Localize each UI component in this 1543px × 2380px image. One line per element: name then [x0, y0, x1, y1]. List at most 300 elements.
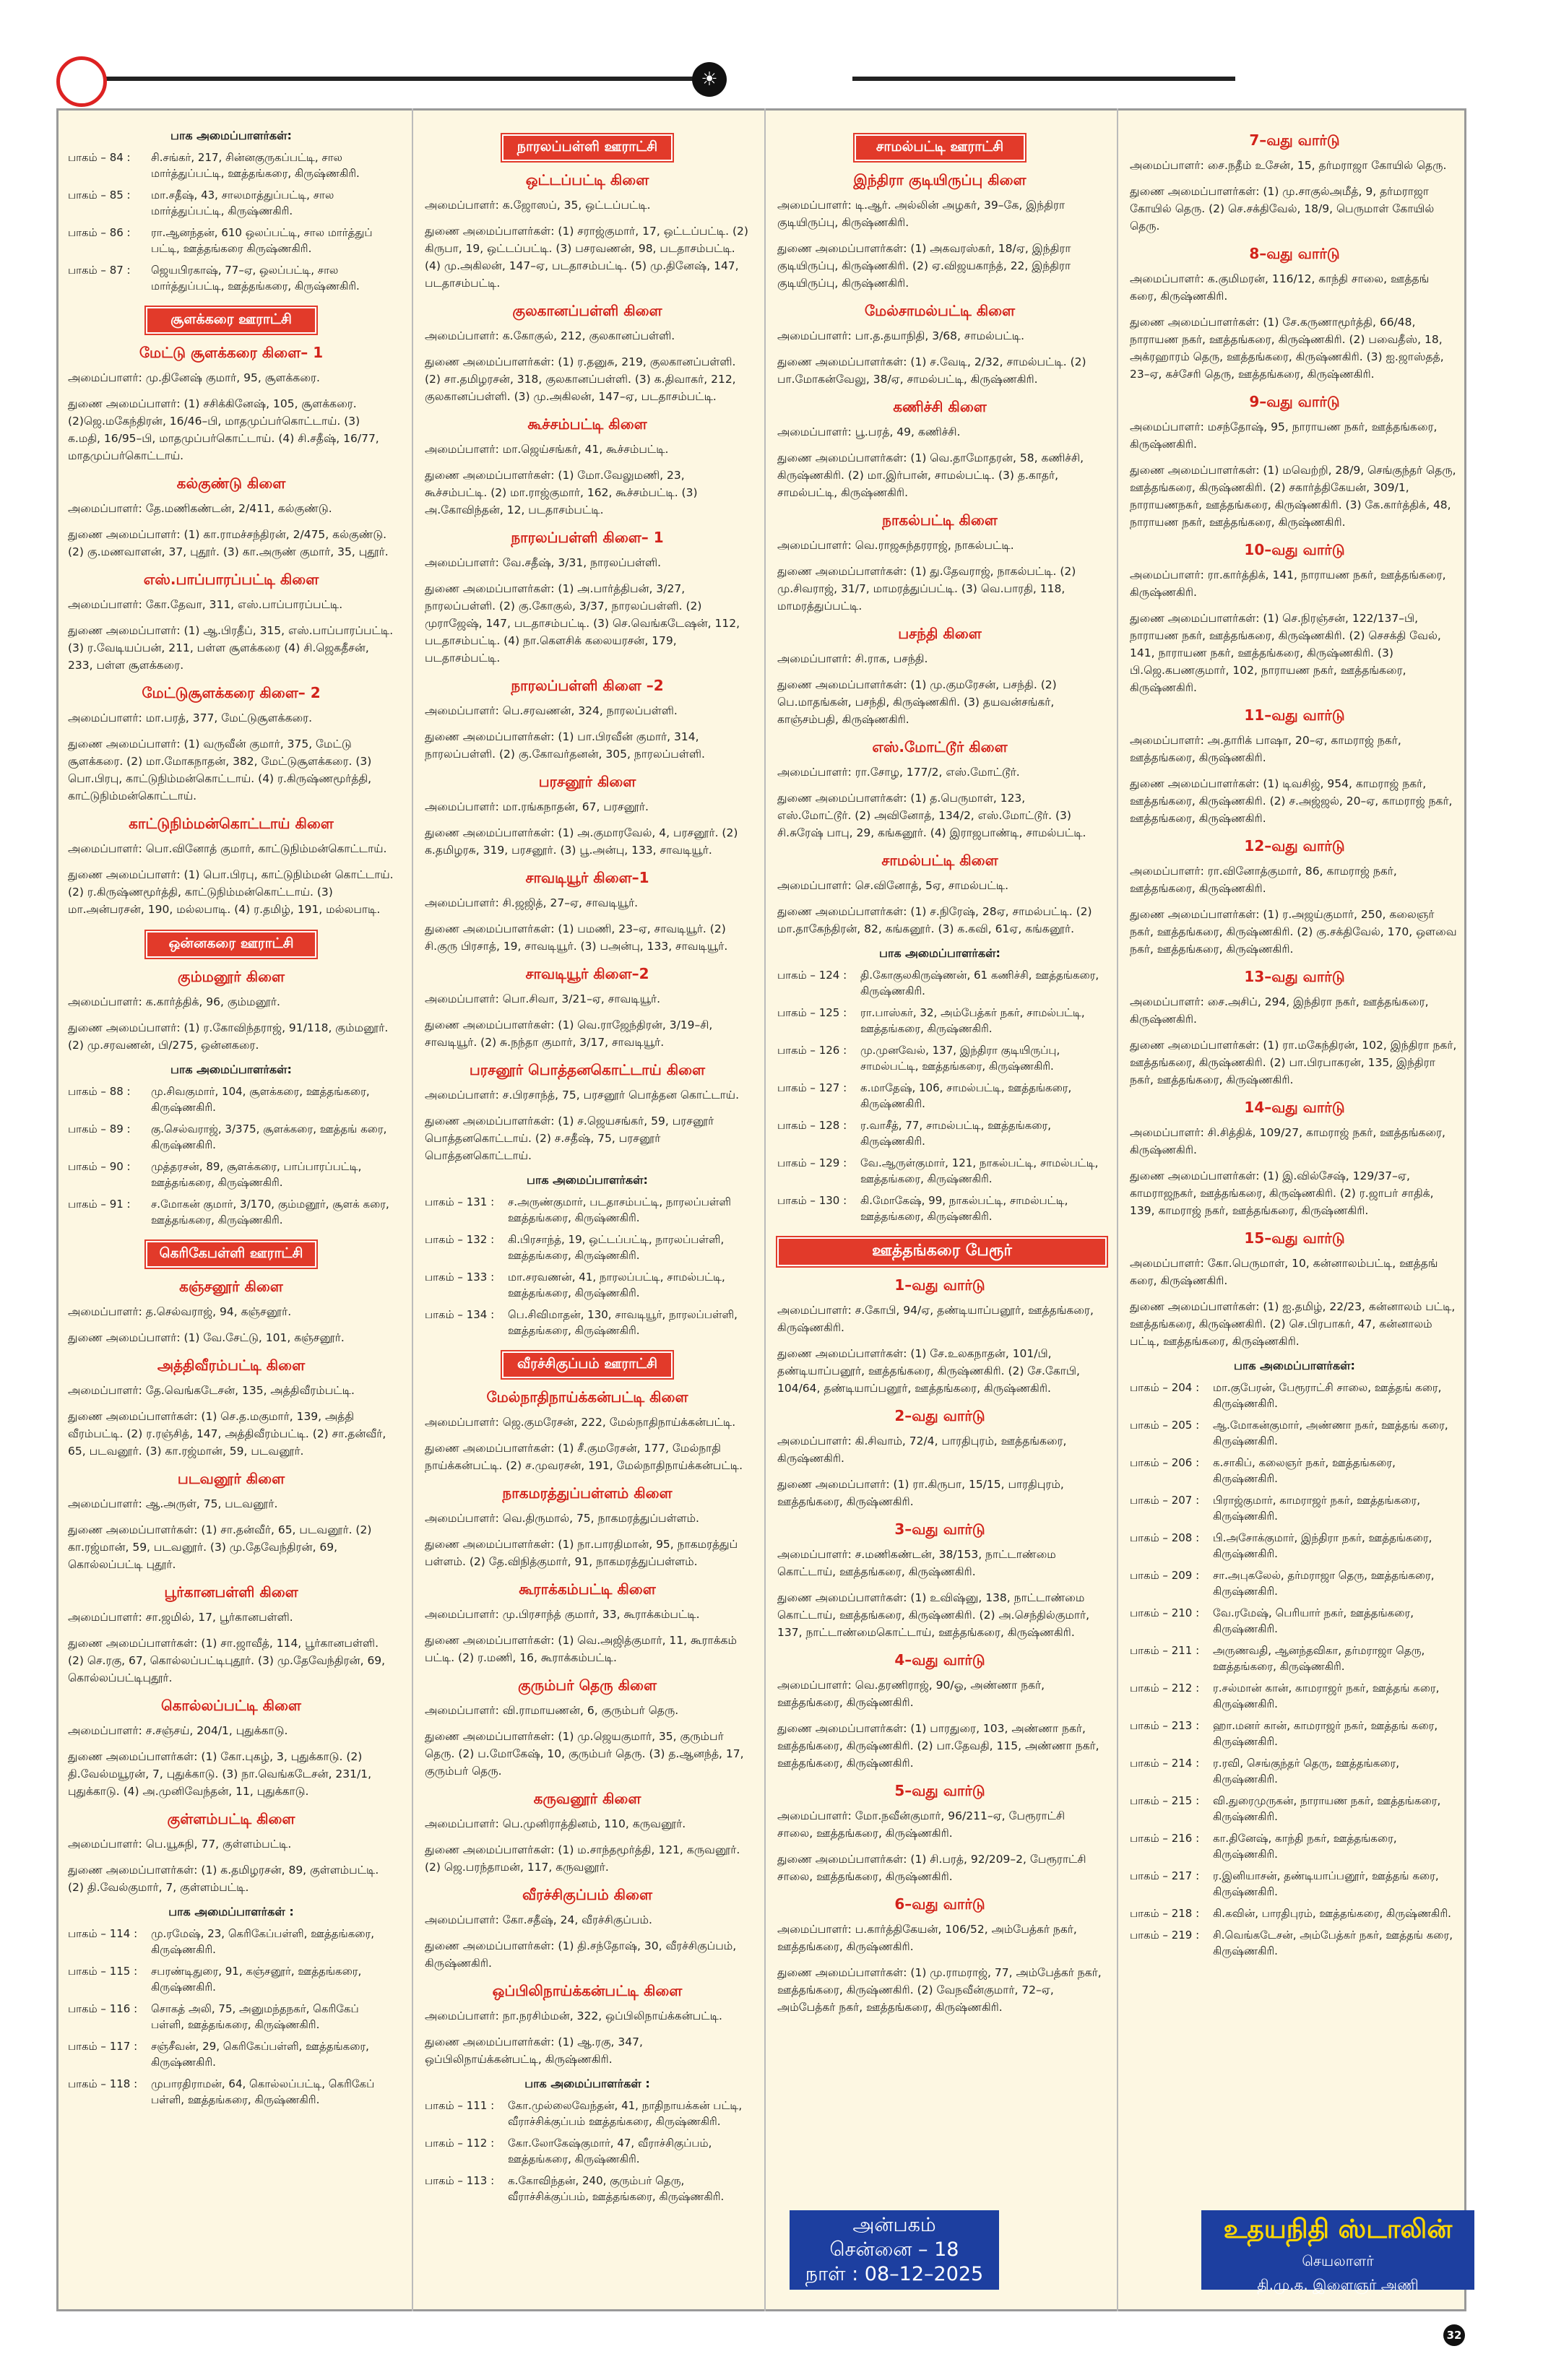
branch-title: ஒட்டப்பட்டி கிளை	[525, 171, 649, 189]
bagam-number: பாகம் – 113 :	[425, 2174, 495, 2187]
bagam-row	[68, 2076, 394, 2108]
bagam-organizer: கி.பிரசாந்த், 19, ஒட்டப்பட்டி, நாரலப்பள்ளி, ஊத்தங்கரை, கிருஷ்ணகிரி.	[508, 1233, 725, 1262]
bagam-number: பாகம் – 84 :	[68, 151, 131, 164]
deputy-organizers: துணை அமைப்பாளர்கள்: (1) சே.கருணாமூர்த்தி, 66/48, நாராயண நகர், ஊத்தங்கரை, கிருஷ்ணகிரி. (2) பவைதீஸ், 18, அக்ரஹாரம் தெரு, ஊத்தங்கரை, கிருஷ்ணகிரி. (3) ஐ.ஜாஸ்தத், 23–ஏ, கச்சேரி தெரு, ஊத்தங்கரை, கிருஷ்ணகிரி.	[1130, 316, 1444, 381]
organizer: அமைப்பாளர்: ஜெ.குமரேசன், 222, மேல்நாதிநாய்க்கன்பட்டி.	[425, 1416, 736, 1429]
bagam-number: பாகம் – 126 :	[777, 1044, 847, 1057]
organizer: அமைப்பாளர்: மா.பரத், 377, மேட்டுசூளக்கரை.	[68, 711, 313, 724]
deputy-organizers: துணை அமைப்பாளர்: (1) ஆ.பிரதீப், 315, எஸ்.பாப்பாரப்பட்டி. (3) ர.வேடியப்பன், 211, பள்ள சூளக்கரை (4) சி.ஜெகதீசன், 233, பள்ள சூளக்கரை.	[68, 624, 394, 672]
deputy-organizers: துணை அமைப்பாளர்கள்: (1) வெ.ராஜேந்திரன், 3/19–சி, சாவடியூர். (2) சு.நந்தா குமார், 3/17, சாவடியூர்.	[425, 1018, 713, 1049]
page-header	[0, 0, 1543, 108]
bagam-number: பாகம் – 205 :	[1130, 1419, 1200, 1432]
bagam-number: பாகம் – 127 :	[777, 1081, 847, 1094]
branch-title: வீரச்சிகுப்பம் கிளை	[522, 1886, 653, 1903]
bagam-row	[777, 1117, 1102, 1149]
deputy-organizers: துணை அமைப்பாளர்கள்: (1) ர.தனுசு, 219, குலகானப்பள்ளி. (2) சா.தமிழரசன், 318, குலகானப்பள்ளி. (3) க.திவாகர், 212, குலகானப்பள்ளி. (3) மு.அகிலன், 147–ஏ, படதாசம்பட்டி.	[425, 355, 736, 403]
deputy-organizers: துணை அமைப்பாளர்கள்: (1) ர.அஜய்குமார், 250, கலைஞர் நகர், ஊத்தங்கரை, கிருஷ்ணகிரி. (2) கு.சக்திவேல், 170, ஒளவை நகர், ஊத்தங்கரை, கிருஷ்ணகிரி.	[1130, 908, 1457, 956]
bagam-organizer: மு.சிவகுமார், 104, சூளக்கரை, ஊத்தங்கரை, கிருஷ்ணகிரி.	[151, 1085, 370, 1114]
bagam-organizer: வே.ரமேஷ், பெரியார் நகர், ஊத்தங்கரை, கிருஷ்ணகிரி.	[1213, 1606, 1414, 1635]
branch-title: குலகானப்பள்ளி கிளை	[512, 302, 662, 319]
bagam-row	[1130, 1643, 1459, 1674]
bagam-row	[425, 1269, 750, 1301]
bagam-organizer: கி.கவின், பாரதிபுரம், ஊத்தங்கரை, கிருஷ்ணகிரி.	[1213, 1907, 1451, 1920]
bagam-number: பாகம் – 214 :	[1130, 1757, 1200, 1770]
bagam-number: பாகம் – 86 :	[68, 226, 131, 239]
organizer: அமைப்பாளர்: மு.தினேஷ் குமார், 95, சூளக்கரை.	[68, 371, 320, 384]
bagam-organizer: கா.தினேஷ், காந்தி நகர், ஊத்தங்கரை, கிருஷ்ணகிரி.	[1213, 1832, 1397, 1861]
panchayat-banner: நாரலப்பள்ளி ஊராட்சி	[502, 134, 673, 161]
bagam-row	[1130, 1605, 1459, 1637]
deputy-organizers: துணை அமைப்பாளர்கள்: (1) டிவசிஜ், 954, காமராஜ் நகர், ஊத்தங்கரை, கிருஷ்ணகிரி. (2) ச.அஜ்ஜல், 20–ஏ, காமராஜ் நகர், ஊத்தங்கரை, கிருஷ்ணகிரி.	[1130, 777, 1453, 825]
ward-title: 14–வது வார்டு	[1244, 1099, 1345, 1116]
deputy-organizers: துணை அமைப்பாளர்கள்: (1) சீ.குமரேசன், 177, மேல்நாதி நாய்க்கன்பட்டி. (2) ச.முவரசன், 191, மேல்நாதிநாய்க்கன்பட்டி.	[425, 1442, 743, 1472]
organizer: அமைப்பாளர்: தே.வெங்கடேசன், 135, அத்திவீரம்பட்டி.	[68, 1384, 355, 1397]
branch-title: சாவடியூர் கிளை–1	[525, 869, 649, 886]
bagam-organizer: முத்தரசன், 89, சூளக்கரை, பாப்பாரப்பட்டி, ஊத்தங்கரை, கிருஷ்ணகிரி.	[151, 1160, 362, 1189]
organizer: அமைப்பாளர்: மா.ரங்கநாதன், 67, பரசனூர்.	[425, 800, 649, 813]
bagam-row	[68, 225, 394, 256]
bagam-organizer: ரா.ஆனந்தன், 610 ஒலப்பட்டி, சால மார்த்துப் பட்டி, ஊத்தங்கரை கிருஷ்ணகிரி.	[151, 226, 373, 255]
organizer: அமைப்பாளர்: க.ஜோஸப், 35, ஒட்டப்பட்டி.	[425, 199, 651, 212]
bagam-number: பாகம் – 115 :	[68, 1965, 138, 1978]
bagam-organizer: க.சாகிப், கலைஞர் நகர், ஊத்தங்கரை, கிருஷ்ணகிரி.	[1213, 1456, 1396, 1485]
bagam-number: பாகம் – 218 :	[1130, 1907, 1200, 1920]
bagam-row	[68, 1083, 394, 1115]
bagam-list	[68, 1083, 394, 1228]
organizer: அமைப்பாளர்: க.குமிமரன், 116/12, காந்தி சாலை, ஊத்தங் கரை, கிருஷ்ணகிரி.	[1130, 272, 1430, 303]
organizer: அமைப்பாளர்: ரா.வினோத்குமார், 86, காமராஜ் நகர், ஊத்தங்கரை, கிருஷ்ணகிரி.	[1130, 865, 1397, 895]
branch-title: நாகல்பட்டி கிளை	[882, 511, 998, 529]
signature-footer	[782, 2210, 1476, 2293]
bagam-organizer: ஹா.மனர் கான், காமராஜர் நகர், ஊத்தங் கரை, கிருஷ்ணகிரி.	[1213, 1719, 1438, 1748]
branch-title: எஸ்.பாப்பாரப்பட்டி கிளை	[143, 571, 319, 588]
deputy-organizers: துணை அமைப்பாளர்கள்: (1) செ.த.மகுமார், 139, அத்தி வீரம்பட்டி. (2) ர.ரஞ்சித், 147, அத்திவீரம்பட்டி. (2) சா.தன்வீர், 65, படவனூர். (3) கா.ரஜ்மான், 59, படவனூர்.	[68, 1410, 386, 1458]
deputy-organizers: துணை அமைப்பாளர்கள்: (1) நா.பாரதிமான், 95, நாகமரத்துப் பள்ளம். (2) தே.விநித்குமார், 91, நாகமரத்துப்பள்ளம்.	[425, 1538, 738, 1568]
section-heading: பாக அமைப்பாளர்கள்:	[879, 946, 1000, 960]
bagam-row	[1130, 1455, 1459, 1487]
bagam-row	[1130, 1680, 1459, 1712]
bagam-organizer: மா.குபேரன், பேரூராட்சி சாலை, ஊத்தங் கரை, கிருஷ்ணகிரி.	[1213, 1381, 1442, 1410]
bagam-row	[777, 1042, 1102, 1074]
bagam-organizer: ச.மோகன் குமார், 3/170, கும்மனூர், சூளக் கரை, ஊத்தங்கரை, கிருஷ்ணகிரி.	[151, 1198, 389, 1226]
town-banner: ஊத்தங்கரை பேரூர்	[777, 1237, 1107, 1266]
section-heading: பாக அமைப்பாளர்கள்:	[527, 1173, 648, 1187]
branch-title: குள்ளம்பட்டி கிளை	[167, 1810, 295, 1827]
section-heading: பாக அமைப்பாளர்கள் :	[168, 1905, 294, 1918]
deputy-organizers: துணை அமைப்பாளர்கள்: (1) ம.சாந்தமூர்த்தி, 121, கருவனூர். (2) ஜெ.பரந்தாமன், 117, கருவனூர்.	[425, 1843, 740, 1874]
bagam-row	[425, 1232, 750, 1263]
column-1	[56, 108, 402, 2311]
bagam-number: பாகம் – 207 :	[1130, 1494, 1200, 1507]
deputy-organizers: துணை அமைப்பாளர்கள்: (1) க.தமிழரசன், 89, குள்ளம்பட்டி. (2) தி.வேல்குமார், 7, குள்ளம்பட்டி.	[68, 1864, 379, 1894]
section-heading: பாக அமைப்பாளர்கள்:	[170, 129, 292, 142]
bagam-number: பாகம் – 117 :	[68, 2040, 138, 2053]
branch-title: சாமல்பட்டி கிளை	[881, 852, 998, 869]
bagam-row	[777, 1193, 1102, 1224]
signatory-box	[1201, 2210, 1474, 2293]
bagam-row	[68, 1121, 394, 1153]
party-logo-icon: ☀	[692, 62, 727, 97]
branch-title: கூராக்கம்பட்டி கிளை	[519, 1580, 656, 1598]
panchayat-banner: கெரிகேபள்ளி ஊராட்சி	[146, 1241, 316, 1268]
bagam-row	[68, 1963, 394, 1995]
deputy-organizers: துணை அமைப்பாளர்கள்: (1) உவிஷ்னு, 138, நாட்டாண்மை கொட்டாய், ஊத்தங்கரை, கிருஷ்ணகிரி. (2) அ.செந்தில்குமார், 137, நாட்டாண்மைகொட்டாய், ஊத்தங்கரை, கிருஷ்ணகிரி.	[777, 1591, 1090, 1639]
bagam-number: பாகம் – 114 :	[68, 1927, 138, 1940]
panchayat-banner: வீரச்சிகுப்பம் ஊராட்சி	[502, 1351, 673, 1378]
bagam-number: பாகம் – 91 :	[68, 1198, 131, 1211]
bagam-row	[68, 1196, 394, 1228]
column-3	[764, 108, 1110, 2311]
bagam-number: பாகம் – 129 :	[777, 1156, 847, 1169]
branch-title: மேட்டு சூளக்கரை கிளை– 1	[139, 344, 324, 361]
branch-title: கணிச்சி கிளை	[893, 398, 987, 415]
branch-title: மேல்சாமல்பட்டி கிளை	[864, 302, 1016, 319]
bagam-organizer: மா.சதீஷ், 43, சாலமாத்துப்பட்டி, சால மார்த்துப்பட்டி, கிருஷ்ணகிரி.	[151, 189, 334, 217]
bagam-number: பாகம் – 90 :	[68, 1160, 131, 1173]
organizer: அமைப்பாளர்: பா.த.தயாநிதி, 3/68, சாமல்பட்டி.	[777, 329, 1025, 342]
bagam-number: பாகம் – 118 :	[68, 2077, 138, 2090]
organizer: அமைப்பாளர்: சி.ஜஜித், 27–ஏ, சாவடியூர்.	[425, 896, 639, 909]
ward-title: 7–வது வார்டு	[1249, 131, 1340, 149]
branch-title: கும்மனூர் கிளை	[177, 968, 285, 985]
ward-title: 11–வது வார்டு	[1244, 706, 1345, 724]
branch-title: கஞ்சனூர் கிளை	[179, 1278, 283, 1295]
organizer: அமைப்பாளர்: ஆ.அருள், 75, படவனூர்.	[68, 1497, 278, 1510]
organizer: அமைப்பாளர்: மு.பிரசாந்த் குமார், 33, கூராக்கம்பட்டி.	[425, 1608, 700, 1621]
bagam-organizer: ஜெயபிரகாஷ், 77–ஏ, ஒலப்பட்டி, சால மார்த்துப்பட்டி, ஊத்தங்கரை, கிருஷ்ணகிரி.	[151, 264, 360, 293]
bagam-organizer: சொகத் அலி, 75, அனுமந்தநகர், கெரிகேப் பள்ளி, ஊத்தங்கரை, கிருஷ்ணகிரி.	[151, 2002, 359, 2031]
ward-title: 15–வது வார்டு	[1244, 1229, 1345, 1247]
bagam-number: பாகம் – 124 :	[777, 969, 847, 982]
organizer: அமைப்பாளர்: க.கார்த்திக், 96, கும்மனூர்.	[68, 995, 280, 1008]
office-city: சென்னை – 18	[829, 2238, 959, 2261]
deputy-organizers: துணை அமைப்பாளர்: (1) சசிக்கினேஷ், 105, சூளக்கரை. (2)ஜெ.மகேந்திரன், 16/46–பி, மாதமுப்பர்கொட்டாய். (3) க.மதி, 16/95–பி, மாதமுப்பர்கொட்டாய். (4) சி.சதீஷ், 16/77, மாதமுப்பர்கொட்டாய்.	[68, 397, 379, 462]
bagam-row	[777, 1005, 1102, 1037]
deputy-organizers: துணை அமைப்பாளர்கள்: (1) இ.வில்சேஷ், 129/37–ஏ, காமராஜநகர், ஊத்தங்கரை, கிருஷ்ணகிரி. (2) ர.ஜாபர் சாதிக், 139, காமராஜ் நகர், ஊத்தங்கரை, கிருஷ்ணகிரி.	[1130, 1169, 1434, 1217]
bagam-organizer: மு.முனவேல், 137, இந்திரா குடியிருப்பு, சாமல்பட்டி, ஊத்தங்கரை, கிருஷ்ணகிரி.	[860, 1044, 1060, 1073]
bagam-organizer: சஞ்சீவன், 29, கெரிகேப்பள்ளி, ஊத்தங்கரை, கிருஷ்ணகிரி.	[151, 2040, 369, 2069]
bagam-row	[1130, 1868, 1459, 1900]
ward-title: 1–வது வார்டு	[894, 1276, 985, 1294]
bagam-list	[1130, 1380, 1459, 1959]
deputy-organizers: துணை அமைப்பாளர்கள்: (1) சராஜ்குமார், 17, ஒட்டப்பட்டி. (2) கிருபா, 19, ஒட்டப்பட்டி. (3) பசரவணன், 98, படதாசம்பட்டி. (4) மு.அகிலன், 147–ஏ, படதாசம்பட்டி. (5) மு.தினேஷ், 147, படதாசம்பட்டி.	[425, 225, 748, 290]
bagam-number: பாகம் – 131 :	[425, 1195, 495, 1208]
bagam-number: பாகம் – 132 :	[425, 1233, 495, 1246]
organizer: அமைப்பாளர்: த.செல்வராஜ், 94, கஞ்சனூர்.	[68, 1305, 292, 1318]
organizer: அமைப்பாளர்: க.கோகுல், 212, குலகானப்பள்ளி.	[425, 329, 675, 342]
bagam-number: பாகம் – 128 :	[777, 1119, 847, 1132]
deputy-organizers: துணை அமைப்பாளர்கள்: (1) பா.பிரவீன் குமார், 314, நாரலப்பள்ளி. (2) கு.கோவர்தனன், 305, நாரலப்பள்ளி.	[425, 730, 705, 761]
deputy-organizers: துணை அமைப்பாளர்கள்: (1) சி.பரத், 92/209–2, பேரூராட்சி சாலை, ஊத்தங்கரை, கிருஷ்ணகிரி.	[777, 1853, 1086, 1883]
bagam-row	[1130, 1567, 1459, 1599]
organizer: அமைப்பாளர்: வெ.ராஜசுந்தரராஜ், நாகல்பட்டி.	[777, 539, 1014, 552]
bagam-number: பாகம் – 213 :	[1130, 1719, 1200, 1732]
branch-title: பரசனூர் பொத்தனகொட்டாய் கிளை	[469, 1061, 706, 1078]
organizer: அமைப்பாளர்: பொ.சிவா, 3/21–ஏ, சாவடியூர்.	[425, 992, 661, 1005]
deputy-organizers: துணை அமைப்பாளர்கள்: (1) அ.பார்த்திபன், 3/27, நாரலப்பள்ளி. (2) கு.கோகுல், 3/37, நாரலப்பள்ளி. (2) முராஜேஷ், 147, படதாசம்பட்டி. (3) செ.வெங்கடேஷன், 112, படதாசம்பட்டி. (4) நா.கௌசிக் கலையரசன், 179, படதாசம்பட்டி.	[425, 582, 740, 665]
branch-title: கல்குண்டு கிளை	[176, 475, 286, 492]
deputy-organizers: துணை அமைப்பாளர்கள்: (1) மோ.வேலுமணி, 23, கூச்சம்பட்டி. (2) மா.ராஜ்குமார், 162, கூச்சம்பட்டி. (3) அ.கோவிந்தன், 12, படதாசம்பட்டி.	[425, 469, 698, 516]
panchayat-banner: சூளக்கரை ஊராட்சி	[146, 307, 316, 334]
bagam-row	[1130, 1755, 1459, 1787]
organizer: அமைப்பாளர்: பெ.சரவணன், 324, நாரலப்பள்ளி.	[425, 704, 678, 717]
organizer: அமைப்பாளர்: மசந்தோஷ், 95, நாராயண நகர், ஊத்தங்கரை, கிருஷ்ணகிரி.	[1130, 420, 1438, 451]
organizer: அமைப்பாளர்: கோ.தேவா, 311, எஸ்.பாப்பாரப்பட்டி.	[68, 598, 343, 611]
deputy-organizers: துணை அமைப்பாளர்கள்: (1) சா.ஜாவீத், 114, பூர்கானபள்ளி. (2) செ.ரகு, 67, கொல்லப்பட்டிபுதூர். (3) மு.தேவேந்திரன், 69, கொல்லப்பட்டிபுதூர்.	[68, 1637, 386, 1684]
deputy-organizers: துணை அமைப்பாளர்கள்: (1) ஆ.ரகு, 347, ஒப்பிலிநாய்க்கன்பட்டி, கிருஷ்ணகிரி.	[425, 2035, 643, 2066]
branch-title: நாரலப்பள்ளி கிளை –2	[511, 677, 664, 694]
bagam-organizer: அருணவதி, ஆனந்தவிகா, தர்மராஜா தெரு, ஊத்தங்கரை, கிருஷ்ணகிரி.	[1213, 1644, 1425, 1673]
bagam-organizer: ச.அருண்குமார், படதாசம்பட்டி, நாரலப்பள்ளி ஊத்தங்கரை, கிருஷ்ணகிரி.	[508, 1195, 732, 1224]
bagam-row	[68, 150, 394, 181]
bagam-row	[1130, 1927, 1459, 1959]
bagam-row	[68, 2001, 394, 2033]
bagam-number: பாகம் – 134 :	[425, 1308, 495, 1321]
branch-title: குரும்பர் தெரு கிளை	[517, 1676, 657, 1694]
organizer: அமைப்பாளர்: ப.கார்த்திகேயன், 106/52, அம்பேத்கர் நகர், ஊத்தங்கரை, கிருஷ்ணகிரி.	[777, 1923, 1077, 1953]
organizer: அமைப்பாளர்: வி.ராமாயணன், 6, குரும்பர் தெரு.	[425, 1704, 679, 1717]
bagam-number: பாகம் – 210 :	[1130, 1606, 1200, 1619]
bagam-row	[68, 1159, 394, 1190]
organizer: அமைப்பாளர்: செ.வினோத், 5ஏ, சாமல்பட்டி.	[777, 879, 1008, 892]
branch-title: மேட்டுசூளக்கரை கிளை– 2	[142, 684, 321, 701]
bagam-organizer: ர.இனியாசன், தண்டியாப்பனூர், ஊத்தங் கரை, கிருஷ்ணகிரி.	[1213, 1869, 1439, 1898]
panchayat-banner: ஒன்னகரை ஊராட்சி	[146, 931, 316, 958]
branch-title: கருவனூர் கிளை	[533, 1790, 641, 1807]
deputy-organizers: துணை அமைப்பாளர்கள்: (1) சே.உலகநாதன், 101/பி, தண்டியாப்பனூர், ஊத்தங்கரை, கிருஷ்ணகிரி. (2) சே.கோபி, 104/64, தண்டியாப்பனூர், ஊத்தங்கரை, கிருஷ்ணகிரி.	[777, 1347, 1080, 1395]
bagam-organizer: கி.மோகேஷ், 99, நாகல்பட்டி, சாமல்பட்டி, ஊத்தங்கரை, கிருஷ்ணகிரி.	[860, 1194, 1068, 1223]
bagam-row	[68, 1926, 394, 1957]
deputy-organizers: துணை அமைப்பாளர்கள்: (1) ச.நிரேஷ், 28ஏ, சாமல்பட்டி. (2) மா.தாகேந்திரன், 82, கங்கனூர். (3) க.கவி, 61ஏ, கங்கனூர்.	[777, 905, 1092, 935]
bagam-number: பாகம் – 89 :	[68, 1122, 131, 1135]
bagam-row	[1130, 1380, 1459, 1411]
branch-title: பரசனூர் கிளை	[538, 773, 636, 790]
organizer: அமைப்பாளர்: கோ.சதீஷ், 24, வீரச்சிகுப்பம்.	[425, 1913, 652, 1926]
organizer: அமைப்பாளர்: கோ.பெருமாள், 10, கன்னாலம்பட்டி, ஊத்தங் கரை, கிருஷ்ணகிரி.	[1130, 1257, 1438, 1287]
bagam-row	[777, 1080, 1102, 1112]
bagam-row	[1130, 1718, 1459, 1749]
bagam-list	[425, 1194, 750, 1338]
deputy-organizers: துணை அமைப்பாளர்கள்: (1) செ.நிரஞ்சன், 122/137–பி, நாராயண நகர், ஊத்தங்கரை, கிருஷ்ணகிரி. (2) செசக்தி வேல், 141, நாராயண நகர், ஊத்தங்கரை, கிருஷ்ணகிரி. (3) பி.ஜெ.கபணகுமார், 102, நாராயண நகர், ஊத்தங்கரை, கிருஷ்ணகிரி.	[1130, 612, 1441, 694]
bagam-number: பாகம் – 211 :	[1130, 1644, 1200, 1657]
ward-title: 6–வது வார்டு	[894, 1895, 985, 1913]
bagam-organizer: க.மாதேஷ், 106, சாமல்பட்டி, ஊத்தங்கரை, கிருஷ்ணகிரி.	[860, 1081, 1072, 1110]
deputy-organizers: துணை அமைப்பாளர்கள்: (1) வெ.அஜித்குமார், 11, கூராக்கம் பட்டி. (2) ர.மணி, 16, கூராக்கம்பட்டி.	[425, 1634, 737, 1664]
deputy-organizers: துணை அமைப்பாளர்கள்: (1) மு.ராமராஜ், 77, அம்பேத்கர் நகர், ஊத்தங்கரை, கிருஷ்ணகிரி. (2) வேநவீன்குமார், 72–ஏ, அம்பேத்கர் நகர், ஊத்தங்கரை, கிருஷ்ணகிரி.	[777, 1966, 1102, 2014]
organizer: அமைப்பாளர்: மா.ஜெய்சங்கர், 41, கூச்சம்பட்டி.	[425, 443, 669, 456]
bagam-organizer: சா.அபுகலேல், தர்மராஜா தெரு, ஊத்தங்கரை, கிருஷ்ணகிரி.	[1213, 1569, 1435, 1598]
deputy-organizers: துணை அமைப்பாளர்கள்: (1) மு.குமரேசன், பசந்தி. (2) பெ.மாதங்கன், பசந்தி, கிருஷ்ணகிரி. (3) தயவன்சங்கர், காஞ்சம்பதி, கிருஷ்ணகிரி.	[777, 678, 1057, 726]
bagam-row	[1130, 1417, 1459, 1449]
bagam-organizer: முபாரதிராமன், 64, கொல்லப்பட்டி, கெரிகேப் பள்ளி, ஊத்தங்கரை, கிருஷ்ணகிரி.	[151, 2077, 375, 2106]
bagam-organizer: கோ.லோகேஷ்குமார், 47, வீராச்சிகுப்பம், ஊத்தங்கரை, கிருஷ்ணகிரி.	[508, 2137, 712, 2165]
organizer: அமைப்பாளர்: ச.கோபி, 94/ஏ, தண்டியாப்பனூர், ஊத்தங்கரை, கிருஷ்ணகிரி.	[777, 1304, 1094, 1334]
branch-title: அத்திவீரம்பட்டி கிளை	[157, 1356, 306, 1374]
bagam-number: பாகம் – 116 :	[68, 2002, 138, 2015]
bagam-number: பாகம் – 217 :	[1130, 1869, 1200, 1882]
bagam-row	[425, 1307, 750, 1338]
branch-title: கொல்லப்பட்டி கிளை	[161, 1697, 301, 1714]
bagam-number: பாகம் – 133 :	[425, 1271, 495, 1284]
bagam-organizer: ரா.பாஸ்கர், 32, அம்பேத்கர் நகர், சாமல்பட்டி, ஊத்தங்கரை, கிருஷ்ணகிரி.	[860, 1006, 1085, 1035]
deputy-organizers: துணை அமைப்பாளர்: (1) ரா.கிருபா, 15/15, பாரதிபுரம், ஊத்தங்கரை, கிருஷ்ணகிரி.	[777, 1478, 1064, 1508]
bagam-number: பாகம் – 215 :	[1130, 1794, 1200, 1807]
bagam-organizer: தி.கோகுலகிருஷ்ணன், 61 கணிச்சி, ஊத்தங்கரை, கிருஷ்ணகிரி.	[860, 969, 1099, 998]
deputy-organizers: துணை அமைப்பாளர்: (1) வே.சேட்டு, 101, கஞ்சனூர்.	[68, 1331, 345, 1344]
organizer: அமைப்பாளர்: நா.நரசிம்மன், 322, ஒப்பிலிநாய்க்கன்பட்டி.	[425, 2009, 722, 2022]
bagam-organizer: ர.சல்மான் கான், காமராஜர் நகர், ஊத்தங் கரை, கிருஷ்ணகிரி.	[1213, 1682, 1440, 1710]
deputy-organizers: துணை அமைப்பாளர்: (1) ர.கோவிந்தராஜ், 91/118, கும்மனூர். (2) மு.சரவணன், பி/275, ஒன்னகரை.	[68, 1021, 389, 1052]
branch-title: பசந்தி கிளை	[898, 625, 982, 642]
bagam-row	[777, 1155, 1102, 1187]
page-number: 32	[1443, 2324, 1465, 2346]
bagam-organizer: ஆ.மோகன்குமார், அண்ணா நகர், ஊத்தங் கரை, கிருஷ்ணகிரி.	[1213, 1419, 1448, 1448]
bagam-organizer: வே.ஆருள்குமார், 121, நாகல்பட்டி, சாமல்பட்டி, ஊத்தங்கரை, கிருஷ்ணகிரி.	[860, 1156, 1099, 1185]
bagam-list	[777, 967, 1102, 1224]
organizer: அமைப்பாளர்: வெ.திருமால், 75, நாகமரத்துப்பள்ளம்.	[425, 1512, 699, 1525]
bagam-row	[777, 967, 1102, 999]
bagam-organizer: மு.ரமேஷ், 23, கெரிகேப்பள்ளி, ஊத்தங்கரை, கிருஷ்ணகிரி.	[151, 1927, 374, 1956]
ward-title: 5–வது வார்டு	[894, 1782, 985, 1799]
branch-title: பூர்கானபள்ளி கிளை	[164, 1583, 298, 1601]
bagam-number: பாகம் – 216 :	[1130, 1832, 1200, 1845]
organizer: அமைப்பாளர்: சா.ஜமில், 17, பூர்கானபள்ளி.	[68, 1611, 293, 1624]
bagam-row	[1130, 1793, 1459, 1825]
bagam-number: பாகம் – 85 :	[68, 189, 131, 202]
bagam-number: பாகம் – 87 :	[68, 264, 131, 277]
bagam-number: பாகம் – 209 :	[1130, 1569, 1200, 1582]
bagam-number: பாகம் – 112 :	[425, 2137, 495, 2150]
header-rule-left	[101, 77, 701, 81]
bagam-row	[425, 2098, 750, 2129]
ward-title: 12–வது வார்டு	[1244, 837, 1345, 854]
organizer: அமைப்பாளர்: பூ.பரத், 49, கணிச்சி.	[777, 425, 961, 438]
branch-title: எஸ்.மோட்டூர் கிளை	[872, 738, 1008, 756]
bagam-organizer: ர.ரவி, செங்குந்தர் தெரு, ஊத்தங்கரை, கிருஷ்ணகிரி.	[1213, 1757, 1399, 1786]
deputy-organizers: துணை அமைப்பாளர்கள்: (1) கோ.புகழ், 3, புதுக்காடு. (2) தி.வேல்மயூரன், 7, புதுக்காடு. (3) நா.வெங்கடேசன், 231/1, புதுக்காடு. (4) அ.முனிவேந்தன், 11, புதுக்காடு.	[68, 1750, 372, 1798]
organizer: அமைப்பாளர்: அ.தாரிக் பாஷா, 20–ஏ, காமராஜ் நகர், ஊத்தங்கரை, கிருஷ்ணகிரி.	[1130, 734, 1401, 764]
deputy-organizers: துணை அமைப்பாளர்கள்: (1) ரா.மகேந்திரன், 102, இந்திரா நகர், ஊத்தங்கரை, கிருஷ்ணகிரி. (2) பா.பிரபாகரன், 135, இந்திரா நகர், ஊத்தங்கரை, கிருஷ்ணகிரி.	[1130, 1039, 1457, 1086]
bagam-row	[68, 262, 394, 294]
bagam-organizer: சி.வெங்கடேசன், அம்பேத்கர் நகர், ஊத்தங் கரை, கிருஷ்ணகிரி.	[1213, 1929, 1453, 1957]
deputy-organizers: துணை அமைப்பாளர்கள்: (1) பமணி, 23–ஏ, சாவடியூர். (2) சி.குரு பிரசாத், 19, சாவடியூர். (3) பஅன்பு, 133, சாவடியூர்.	[425, 922, 728, 953]
column-2	[412, 108, 757, 2311]
deputy-organizers: துணை அமைப்பாளர்கள்: (1) வெ.தாமோதரன், 58, கணிச்சி, கிருஷ்ணகிரி. (2) மா.இர்பான், சாமல்பட்டி. (3) த.காதர், சாமல்பட்டி, கிருஷ்ணகிரி.	[777, 451, 1084, 499]
organizer: அமைப்பாளர்: ரா.கார்த்திக், 141, நாராயண நகர், ஊத்தங்கரை, கிருஷ்ணகிரி.	[1130, 568, 1446, 599]
bagam-row	[425, 1194, 750, 1226]
bagam-number: பாகம் – 88 :	[68, 1085, 131, 1098]
branch-title: நாகமரத்துப்பள்ளம் கிளை	[502, 1484, 673, 1502]
bagam-organizer: பெ.சிவிமாதன், 130, சாவடியூர், நாரலப்பள்ளி, ஊத்தங்கரை, கிருஷ்ணகிரி.	[508, 1308, 738, 1337]
ward-title: 9–வது வார்டு	[1249, 393, 1340, 410]
bagam-organizer: கு.செல்வராஜ், 3/375, சூளக்கரை, ஊத்தங் கரை, கிருஷ்ணகிரி.	[151, 1122, 387, 1151]
section-heading: பாக அமைப்பாளர்கள்:	[170, 1063, 292, 1076]
bagam-row	[1130, 1492, 1459, 1524]
deputy-organizers: துணை அமைப்பாளர்கள்: (1) து.தேவராஜ், நாகல்பட்டி. (2) மு.சிவராஜ், 31/7, மாமரத்துப்பட்டி. (3) வெ.பாரதி, 118, மாமரத்துப்பட்டி.	[777, 565, 1076, 613]
signatory-name: உதயநிதி ஸ்டாலின்	[1223, 2215, 1453, 2244]
organizer: அமைப்பாளர்: டி.ஆர். அல்லின் அழகர், 39–கே, இந்திரா குடியிருப்பு, கிருஷ்ணகிரி.	[777, 199, 1066, 229]
ward-title: 8–வது வார்டு	[1249, 245, 1340, 262]
bagam-number: பாகம் – 212 :	[1130, 1682, 1200, 1695]
bagam-organizer: பி.அசோக்குமார், இந்திரா நகர், ஊத்தங்கரை, கிருஷ்ணகிரி.	[1213, 1531, 1432, 1560]
office-name: அன்பகம்	[852, 2214, 936, 2236]
bagam-number: பாகம் – 204 :	[1130, 1381, 1200, 1394]
signatory-wing: தி.மு.க. இளைஞர் அணி	[1257, 2276, 1419, 2293]
organizer: அமைப்பாளர்: ச.மணிகண்டன், 38/153, நாட்டாண்மை கொட்டாய், ஊத்தங்கரை, கிருஷ்ணகிரி.	[777, 1548, 1056, 1578]
organizer: அமைப்பாளர்: ச.பிரசாந்த், 75, பரசனூர் பொத்தன கொட்டாய்.	[425, 1089, 739, 1102]
organizer: அமைப்பாளர்: வே.சதீஷ், 3/31, நாரலப்பள்ளி.	[425, 556, 662, 569]
bagam-organizer: பிராஜ்குமார், காமராஜர் நகர், ஊத்தங்கரை, கிருஷ்ணகிரி.	[1213, 1494, 1420, 1523]
organizer: அமைப்பாளர்: சி.சித்திக், 109/27, காமராஜ் நகர், ஊத்தங்கரை, கிருஷ்ணகிரி.	[1130, 1126, 1445, 1156]
bagam-number: பாகம் – 206 :	[1130, 1456, 1200, 1469]
deputy-organizers: துணை அமைப்பாளர்: (1) பொ.பிரபு, காட்டுநிம்மன் கொட்டாய். (2) ர.கிருஷ்ணமூர்த்தி, காட்டுநிம்மன்கொட்டாய். (3) மா.அன்பரசன், 190, மல்லபாடி. (4) ர.தமிழ், 191, மல்லபாடி.	[68, 868, 394, 916]
branch-title: சாவடியூர் கிளை–2	[525, 965, 649, 982]
ward-title: 3–வது வார்டு	[894, 1520, 985, 1538]
branch-title: இந்திரா குடியிருப்பு கிளை	[853, 171, 1026, 189]
column-4	[1117, 108, 1466, 2311]
organizer: அமைப்பாளர்: சை.நதீம் உசேன், 15, தர்மராஜா கோயில் தெரு.	[1130, 159, 1447, 172]
bagam-organizer: கோ.முல்லைவேந்தன், 41, நாதிநாயக்கன் பட்டி, வீராச்சிக்குப்பம் ஊத்தங்கரை, கிருஷ்ணகிரி.	[508, 2099, 743, 2128]
deputy-organizers: துணை அமைப்பாளர்கள்: (1) மு.ஜெயகுமார், 35, குரும்பர் தெரு. (2) ப.மோகேஷ், 10, குரும்பர் தெரு. (3) த.ஆனந்த், 17, குரும்பர் தெரு.	[425, 1730, 744, 1778]
branch-title: ஒப்பிலிநாய்க்கன்பட்டி கிளை	[492, 1982, 683, 1999]
bagam-row	[68, 187, 394, 219]
bagam-row	[425, 2173, 750, 2204]
organizer: அமைப்பாளர்: பொ.வினோத் குமார், காட்டுநிம்மன்கொட்டாய்.	[68, 842, 387, 855]
deputy-organizers: துணை அமைப்பாளர்கள்: (1) பாரதுரை, 103, அண்ணா நகர், ஊத்தங்கரை, கிருஷ்ணகிரி. (2) பா.தேவதி, 115, அண்ணா நகர், ஊத்தங்கரை, கிருஷ்ணகிரி.	[777, 1722, 1099, 1770]
deputy-organizers: துணை அமைப்பாளர்கள்: (1) த.பெருமாள், 123, எஸ்.மோட்டூர். (2) அவினோத், 134/2, எஸ்.மோட்டூர். (3) சி.சுரேஷ் பாபு, 29, கங்கனூர். (4) இராஜபாண்டி, சாமல்பட்டி.	[777, 792, 1086, 839]
ward-title: 10–வது வார்டு	[1244, 541, 1345, 558]
deputy-organizers: துணை அமைப்பாளர்கள்: (1) மு.சாகுல்அமீத், 9, தர்மராஜா கோயில் தெரு. (2) செ.சக்திவேல், 18/9, பெருமாள் கோயில் தெரு.	[1130, 185, 1435, 233]
organizer: அமைப்பாளர்: சி.ராக, பசந்தி.	[777, 652, 928, 665]
bagam-row	[68, 2038, 394, 2070]
organizer: அமைப்பாளர்: தே.மணிகண்டன், 2/411, கல்குண்டு.	[68, 502, 332, 515]
organizer: அமைப்பாளர்: மோ.நவீன்குமார், 96/211–ஏ, பேரூராட்சி சாலை, ஊத்தங்கரை, கிருஷ்ணகிரி.	[777, 1809, 1066, 1840]
organizer: அமைப்பாளர்: வெ.தரணிராஜ், 90/ஓ, அண்ணா நகர், ஊத்தங்கரை, கிருஷ்ணகிரி.	[777, 1679, 1045, 1709]
bagam-organizer: ர.வாசீத், 77, சாமல்பட்டி, ஊத்தங்கரை, கிருஷ்ணகிரி.	[860, 1119, 1052, 1148]
deputy-organizers: துணை அமைப்பாளர்: (1) வருவீன் குமார், 375, மேட்டு சூளக்கரை. (2) மா.மோகநாதன், 382, மேட்டுசூளக்கரை. (3) பொ.பிரபு, காட்டுநிம்மன்கொட்டாய். (4) ர.கிருஷ்ணமூர்த்தி, காட்டுநிம்மன்கொட்டாய்.	[68, 737, 372, 802]
branch-title: காட்டுநிம்மன்கொட்டாய் கிளை	[129, 815, 334, 832]
bagam-number: பாகம் – 219 :	[1130, 1929, 1200, 1942]
deputy-organizers: துணை அமைப்பாளர்: (1) கா.ராமச்சந்திரன், 2/475, கல்குண்டு. (2) கு.மணவாளன், 37, புதூர். (3) கா.அருண் குமார், 35, புதூர்.	[68, 528, 389, 558]
ward-title: 2–வது வார்டு	[894, 1407, 985, 1424]
organizer: அமைப்பாளர்: ச.சஞ்சய், 204/1, புதுக்காடு.	[68, 1724, 288, 1737]
bagam-number: பாகம் – 125 :	[777, 1006, 847, 1019]
bagam-list	[68, 1926, 394, 2108]
deputy-organizers: துணை அமைப்பாளர்கள்: (1) ச.ஜெயசங்கர், 59, பரசனூர் பொத்தனகொட்டாய். (2) ச.சதீஷ், 75, பரசனூர் பொத்தனகொட்டாய்.	[425, 1115, 714, 1162]
branch-title: நாரலப்பள்ளி கிளை– 1	[511, 529, 664, 546]
organizer: அமைப்பாளர்: பெ.யூசுநி, 77, குள்ளம்பட்டி.	[68, 1838, 292, 1851]
organizer: அமைப்பாளர்: ரா.சோழ, 177/2, எஸ்.மோட்டூர்.	[777, 766, 1020, 779]
header-circle-ornament	[56, 56, 107, 107]
ward-title: 13–வது வார்டு	[1244, 968, 1345, 985]
organizer: அமைப்பாளர்: கி.சிவாம், 72/4, பாரதிபுரம், ஊத்தங்கரை, கிருஷ்ணகிரி.	[777, 1435, 1067, 1465]
branch-title: கூச்சம்பட்டி கிளை	[527, 415, 647, 433]
deputy-organizers: துணை அமைப்பாளர்கள்: (1) அகவரஸ்கர், 18/ஏ, இந்திரா குடியிருப்பு, கிருஷ்ணகிரி. (2) ஏ.விஜயகாந்த், 22, இந்திரா குடியிருப்பு, கிருஷ்ணகிரி.	[777, 242, 1071, 290]
bagam-list	[425, 2098, 750, 2204]
bagam-number: பாகம் – 208 :	[1130, 1531, 1200, 1544]
bagam-row	[1130, 1530, 1459, 1562]
ward-title: 4–வது வார்டு	[894, 1651, 985, 1669]
bagam-row	[425, 2135, 750, 2167]
office-box	[790, 2210, 999, 2290]
header-rule-right	[852, 77, 1235, 81]
bagam-organizer: வி.துரைமுருகன், நாராயண நகர், ஊத்தங்கரை, கிருஷ்ணகிரி.	[1213, 1794, 1441, 1823]
deputy-organizers: துணை அமைப்பாளர்கள்: (1) சா.தன்வீர், 65, படவனூர். (2) கா.ரஜ்மான், 59, படவனூர். (3) மு.தேவேந்திரன், 69, கொல்லப்பட்டி புதூர்.	[68, 1523, 372, 1571]
panchayat-banner: சாமல்பட்டி ஊராட்சி	[855, 134, 1025, 161]
organizer: அமைப்பாளர்: பெ.முனிராத்தினம், 110, கருவனூர்.	[425, 1817, 686, 1830]
bagam-organizer: சி.சங்கர், 217, சின்னகுருகப்பட்டி, சால மார்த்துப்பட்டி, ஊத்தங்கரை, கிருஷ்ணகிரி.	[151, 151, 360, 180]
deputy-organizers: துணை அமைப்பாளர்கள்: (1) மவெற்றி, 28/9, செங்குந்தர் தெரு, ஊத்தங்கரை, கிருஷ்ணகிரி. (2) சகார்த்திகேயன், 309/1, நாராயணநகர், ஊத்தங்கரை, கிருஷ்ணகிரி. (3) கே.கார்த்திக், 48, நாராயண நகர், ஊத்தங்கரை, கிருஷ்ணகிரி.	[1130, 464, 1456, 529]
